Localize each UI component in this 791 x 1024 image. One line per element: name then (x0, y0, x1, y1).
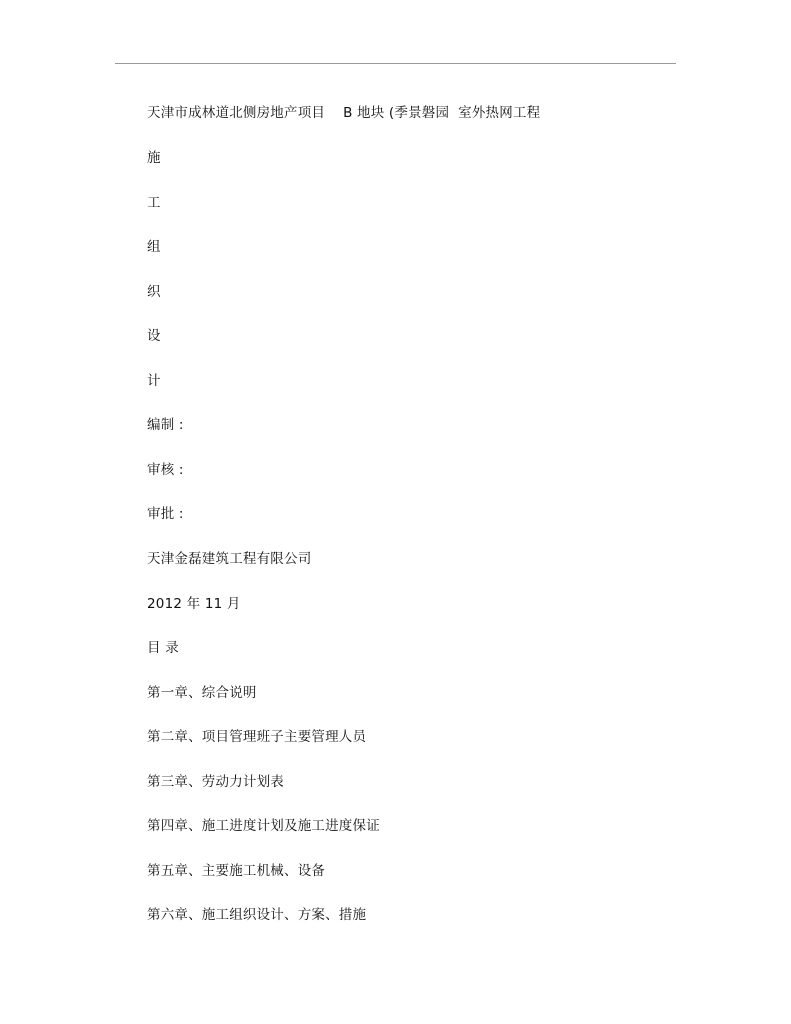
reviewed-by-label: 审核 : (147, 462, 184, 478)
title-char: 织 (147, 284, 161, 300)
company-name: 天津金磊建筑工程有限公司 (147, 551, 312, 567)
title-char: 工 (147, 195, 161, 211)
toc-item: 第三章、劳动力计划表 (147, 774, 284, 790)
title-char: 组 (147, 239, 161, 255)
approved-by-label: 审批 : (147, 506, 184, 522)
title-char: 施 (147, 150, 161, 166)
prepared-by-label: 编制 : (147, 417, 184, 433)
title-char: 设 (147, 328, 161, 344)
toc-heading: 目 录 (147, 640, 179, 656)
title-char: 计 (147, 373, 161, 389)
toc-item: 第二章、项目管理班子主要管理人员 (147, 729, 367, 745)
project-title: 天津市成林道北侧房地产项目 B 地块 (季景磐园 室外热网工程 (147, 105, 541, 121)
toc-item: 第六章、施工组织设计、方案、措施 (147, 907, 367, 923)
header-rule (115, 63, 676, 64)
toc-item: 第一章、综合说明 (147, 685, 257, 701)
toc-item: 第四章、施工进度计划及施工进度保证 (147, 818, 380, 834)
document-date: 2012 年 11 月 (147, 596, 241, 612)
toc-item: 第五章、主要施工机械、设备 (147, 863, 326, 879)
